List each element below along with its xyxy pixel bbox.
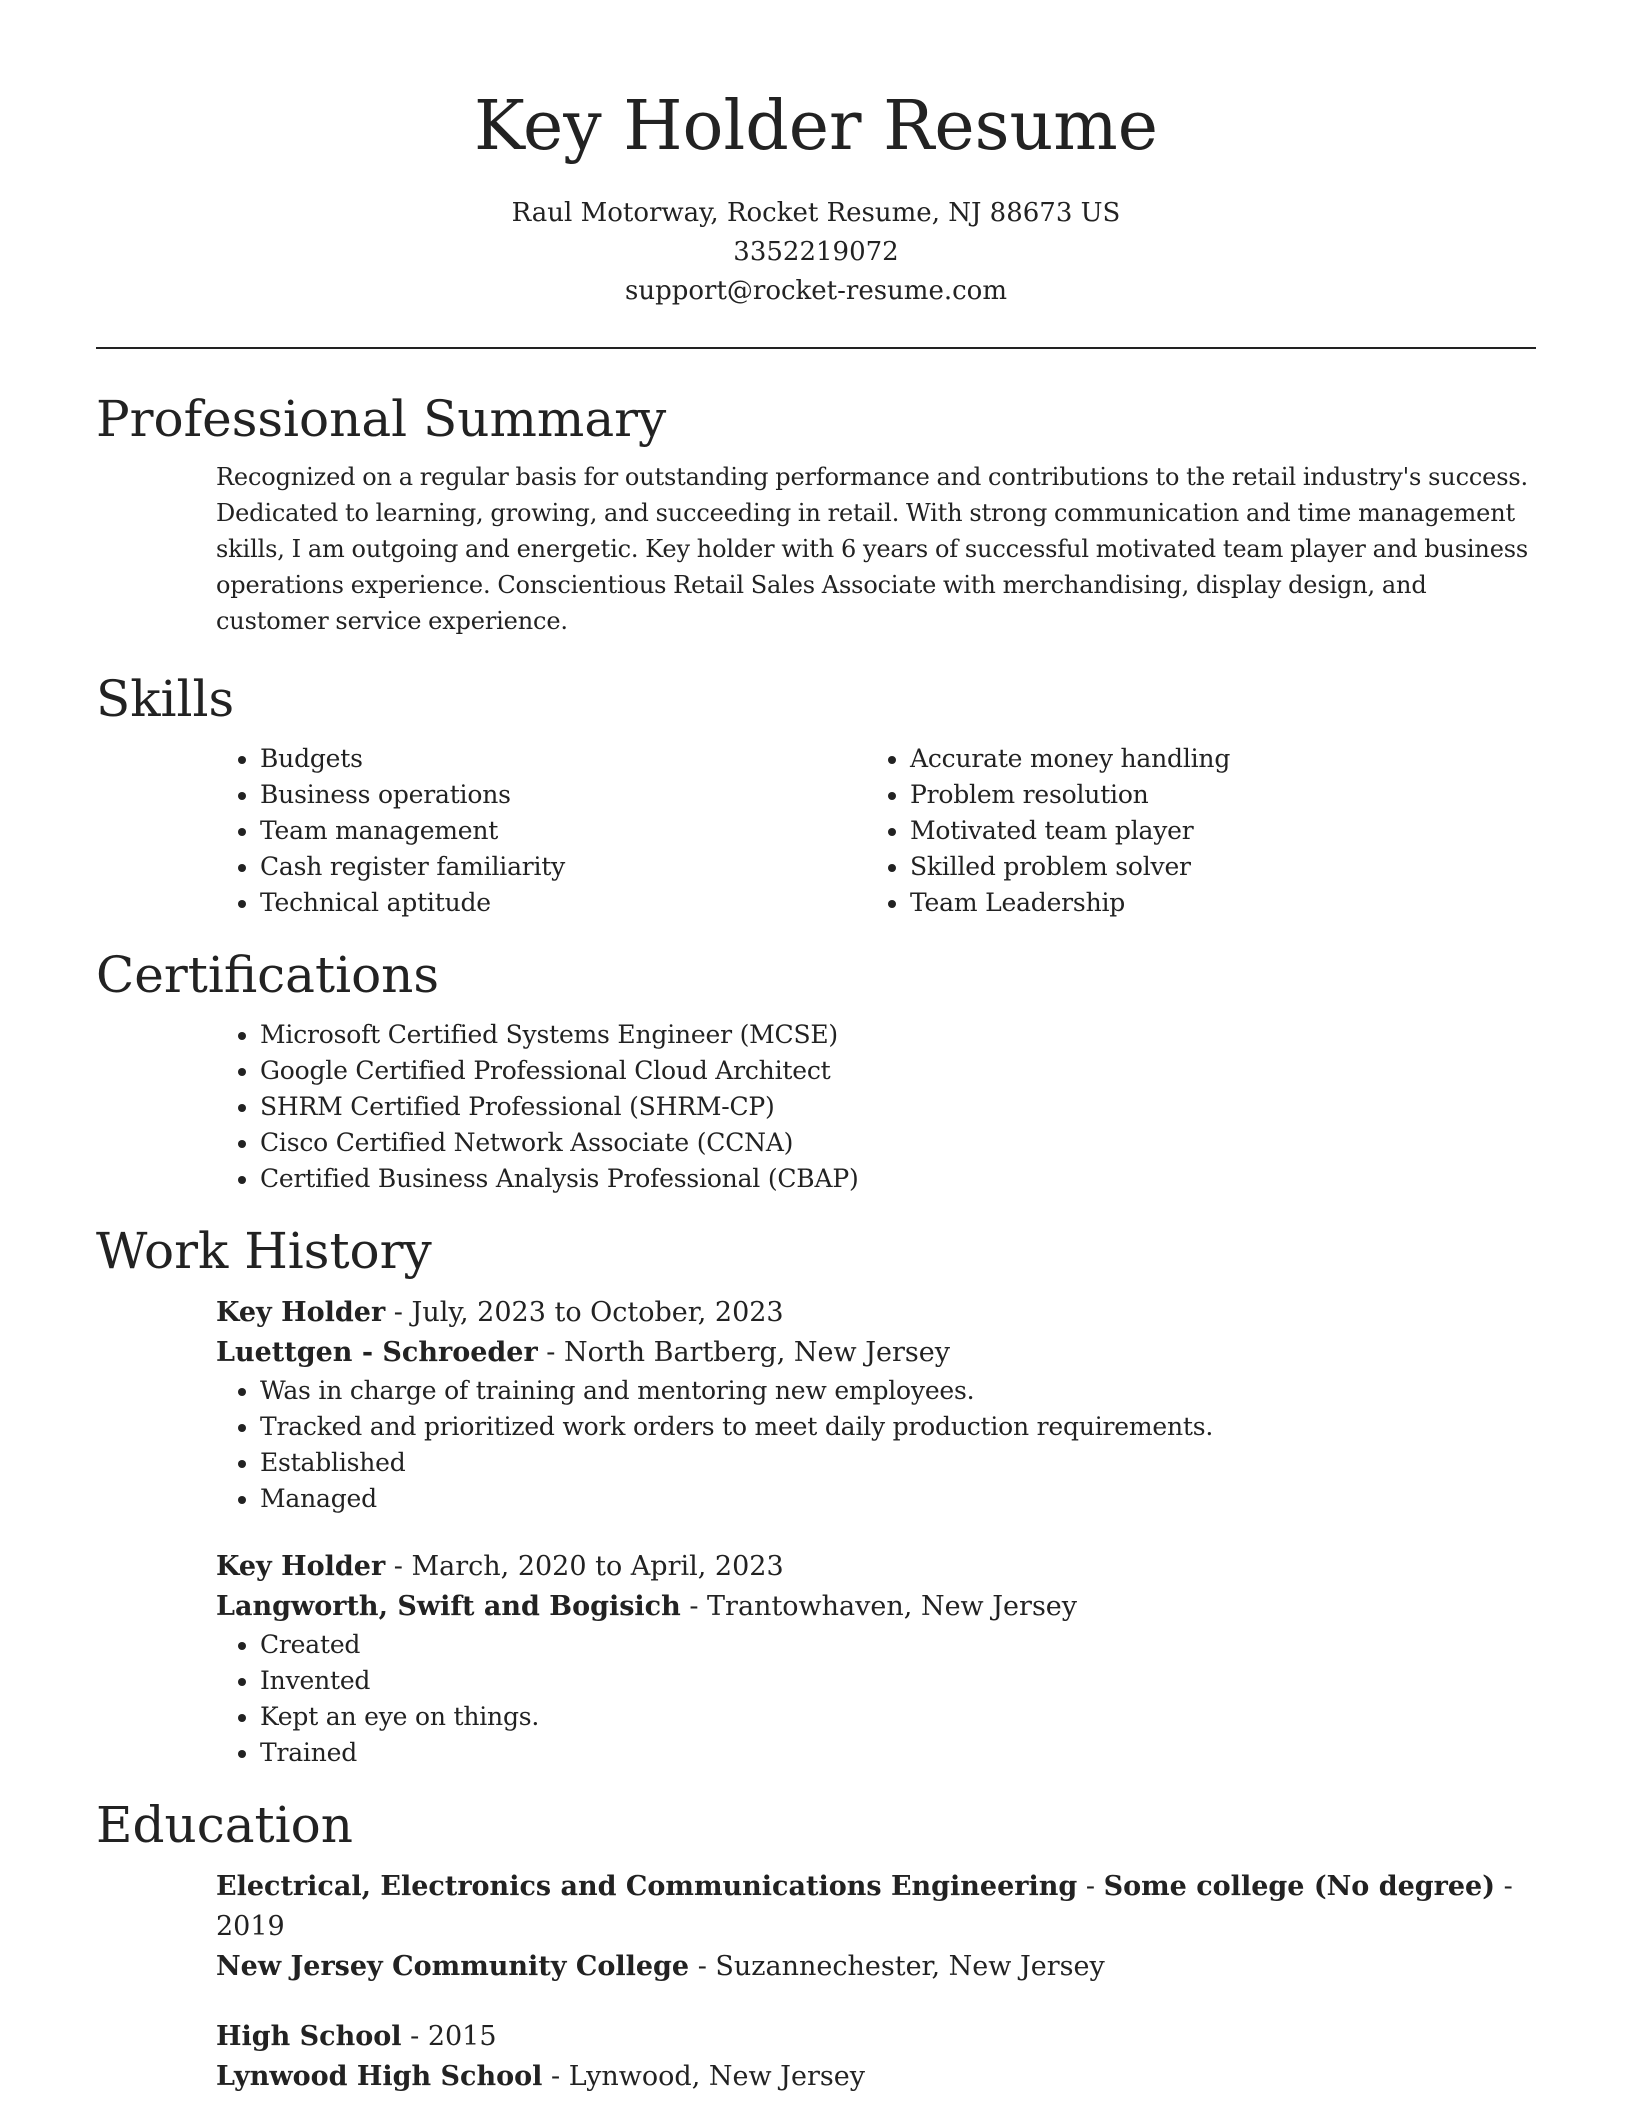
header-divider [96,347,1536,349]
skill-item: • Motivated team player [910,813,1516,849]
job-bullet: • Invented [260,1663,1536,1699]
contact-address: Raul Motorway, Rocket Resume, NJ 88673 US [511,198,1121,228]
job-title: Key Holder [216,1551,386,1582]
skills-column-left [216,741,866,921]
education-location: Lynwood, New Jersey [568,2061,865,2092]
job-location: Trantowhaven, New Jersey [707,1591,1078,1622]
skill-item: • Business operations [260,777,866,813]
separator: - [385,1297,412,1328]
skill-item: • Accurate money handling [910,741,1516,777]
certification-item: • Microsoft Certified Systems Engineer (MCSE) [260,1017,1536,1053]
education-heading: Education [96,1796,353,1854]
separator: - [689,1951,716,1982]
job-bullet: • Created [260,1627,1536,1663]
education-entry [216,1867,1536,1987]
education-entry [216,2017,1536,2097]
job-title: Key Holder [216,1297,386,1328]
certification-item: • Cisco Certified Network Associate (CCNA) [260,1125,1536,1161]
contact-phone: 3352219072 [733,237,899,267]
education-section [96,1793,1536,2097]
job-bullet: • Tracked and prioritized work orders to meet daily production requirements. [260,1409,1536,1445]
job-bullet: • Established [260,1445,1536,1481]
skill-item: • Budgets [260,741,866,777]
contact-block [96,194,1536,311]
summary-text: Recognized on a regular basis for outstanding performance and contributions to the retail industry's success. Dedicated to learning, growing, and succeeding in retail. With strong communication and time management skills, I am outgoing and energetic. Key holder with 6 years of successful motivated team player and business operations experience. Conscientious Retail Sales Associate with merchandising, display design, and customer service experience. [216,463,1529,635]
separator: - [537,1337,564,1368]
education-degree-line [216,2017,1536,2057]
job-company-line [216,1333,1536,1373]
job-bullet: • Managed [260,1481,1536,1517]
job-company-line [216,1587,1536,1627]
skills-column-right [866,741,1516,921]
education-degree-line [216,1867,1536,1947]
education-year: 2015 [427,2021,497,2052]
education-school: Lynwood High School [216,2061,543,2092]
education-year: 2019 [216,1911,285,1942]
separator: - [401,2021,428,2052]
certification-item: • SHRM Certified Professional (SHRM-CP) [260,1089,1536,1125]
job-entry [216,1547,1536,1771]
skill-item: • Team management [260,813,866,849]
certification-item: • Google Certified Professional Cloud Architect [260,1053,1536,1089]
certification-item: • Certified Business Analysis Professional (CBAP) [260,1161,1536,1197]
separator: - [542,2061,569,2092]
work-history-section [96,1219,1536,1771]
skill-item: • Problem resolution [910,777,1516,813]
resume-title: Key Holder Resume [474,87,1158,166]
skill-item: • Skilled problem solver [910,849,1516,885]
job-title-line [216,1293,1536,1333]
separator: - [1495,1871,1513,1902]
skills-heading: Skills [96,670,235,728]
skills-section [96,667,1536,921]
skill-item: • Technical aptitude [260,885,866,921]
certifications-section [96,943,1536,1197]
separator: - [1077,1871,1104,1902]
skill-item: • Team Leadership [910,885,1516,921]
education-degree: Electrical, Electronics and Communications Engineering [216,1871,1078,1902]
work-history-heading: Work History [96,1222,432,1280]
education-school-line [216,1947,1536,1987]
job-bullet: • Was in charge of training and mentoring new employees. [260,1373,1536,1409]
job-bullet: • Trained [260,1735,1536,1771]
job-entry [216,1293,1536,1517]
job-company: Luettgen - Schroeder [216,1337,538,1368]
separator: - [385,1551,412,1582]
summary-section [96,387,1536,639]
job-title-line [216,1547,1536,1587]
resume-header [96,0,1536,311]
job-dates: March, 2020 to April, 2023 [411,1551,784,1582]
contact-email: support@rocket-resume.com [624,276,1007,306]
job-location: North Bartberg, New Jersey [564,1337,951,1368]
education-detail: Some college (No degree) [1103,1871,1495,1902]
summary-heading: Professional Summary [96,390,667,448]
education-school: New Jersey Community College [216,1951,690,1982]
job-bullet: • Kept an eye on things. [260,1699,1536,1735]
skill-item: • Cash register familiarity [260,849,866,885]
education-location: Suzannechester, New Jersey [715,1951,1105,1982]
skills-columns [216,741,1536,921]
job-company: Langworth, Swift and Bogisich [216,1591,681,1622]
certifications-heading: Certifications [96,946,440,1004]
job-dates: July, 2023 to October, 2023 [411,1297,784,1328]
separator: - [680,1591,708,1622]
education-degree: High School [216,2021,402,2052]
education-school-line [216,2057,1536,2097]
